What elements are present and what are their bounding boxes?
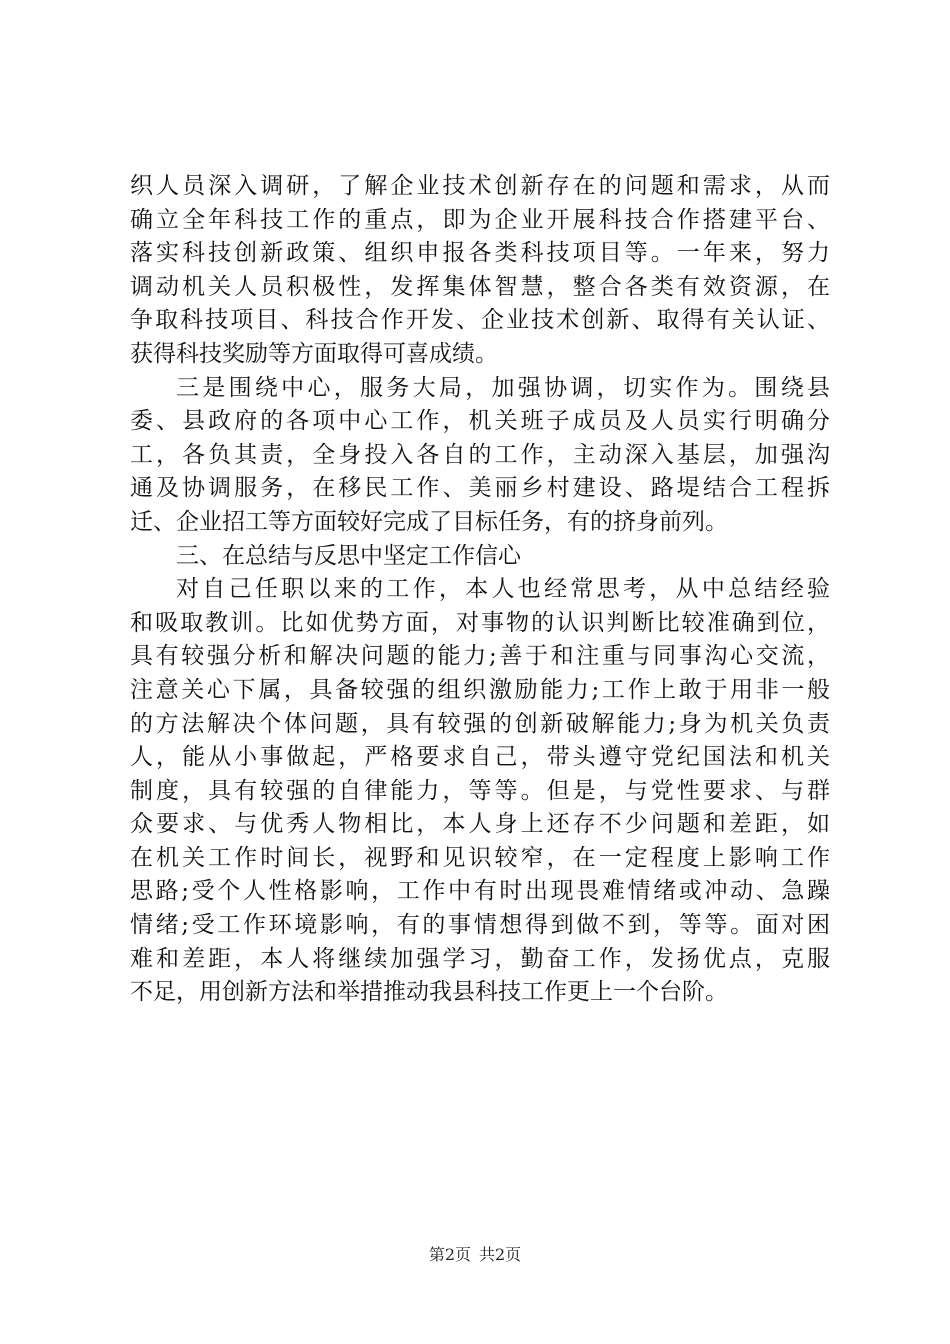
- text-line: 通及协调服务，在移民工作、美丽乡村建设、路堤结合工程拆: [130, 475, 830, 502]
- text-line: 人，能从小事做起，严格要求自己，带头遵守党纪国法和机关: [130, 744, 830, 771]
- text-line: 具有较强分析和解决问题的能力;善于和注重与同事沟心交流，: [130, 643, 830, 670]
- page-total: 共2页: [479, 1245, 522, 1264]
- text-line: 制度，具有较强的自律能力，等等。但是，与党性要求、与群: [130, 777, 830, 804]
- page-number: 第2页: [428, 1245, 471, 1264]
- text-line: 难和差距，本人将继续加强学习，勤奋工作，发扬优点，克服: [130, 945, 830, 972]
- page-footer: [0, 1243, 950, 1267]
- text-line: 调动机关人员积极性，发挥集体智慧，整合各类有效资源，在: [130, 273, 830, 300]
- text-line: 众要求、与优秀人物相比，本人身上还存不少问题和差距，如: [130, 811, 830, 838]
- document-body: [130, 170, 830, 1010]
- text-line: 注意关心下属，具备较强的组织激励能力;工作上敢于用非一般: [130, 676, 830, 703]
- text-line: 迁、企业招工等方面较好完成了目标任务，有的挤身前列。: [130, 508, 728, 535]
- text-line: 的方法解决个体问题，具有较强的创新破解能力;身为机关负责: [130, 710, 830, 737]
- text-line: 委、县政府的各项中心工作，机关班子成员及人员实行明确分: [130, 408, 830, 435]
- text-line: 情绪;受工作环境影响，有的事情想得到做不到，等等。面对困: [130, 912, 830, 939]
- text-line: 落实科技创新政策、组织申报各类科技项目等。一年来，努力: [130, 240, 830, 267]
- text-line: 和吸取教训。比如优势方面，对事物的认识判断比较准确到位，: [130, 609, 830, 636]
- text-line: 思路;受个人性格影响，工作中有时出现畏难情绪或冲动、急躁: [130, 878, 830, 905]
- section-heading: 三、在总结与反思中坚定工作信心: [176, 542, 521, 569]
- paragraph-first-line: 三是围绕中心，服务大局，加强协调，切实作为。围绕县: [176, 374, 830, 401]
- text-line: 争取科技项目、科技合作开发、企业技术创新、取得有关认证、: [130, 307, 830, 334]
- text-line: 获得科技奖励等方面取得可喜成绩。: [130, 340, 498, 367]
- text-line: 在机关工作时间长，视野和见识较窄，在一定程度上影响工作: [130, 844, 830, 871]
- text-line: 织人员深入调研，了解企业技术创新存在的问题和需求，从而: [130, 173, 830, 199]
- text-line: 不足，用创新方法和举措推动我县科技工作更上一个台阶。: [130, 979, 728, 1006]
- text-line: 工，各负其责，全身投入各自的工作，主动深入基层，加强沟: [130, 441, 830, 468]
- text-line: 确立全年科技工作的重点，即为企业开展科技合作搭建平台、: [130, 206, 830, 233]
- paragraph-first-line: 对自己任职以来的工作，本人也经常思考，从中总结经验: [176, 576, 830, 603]
